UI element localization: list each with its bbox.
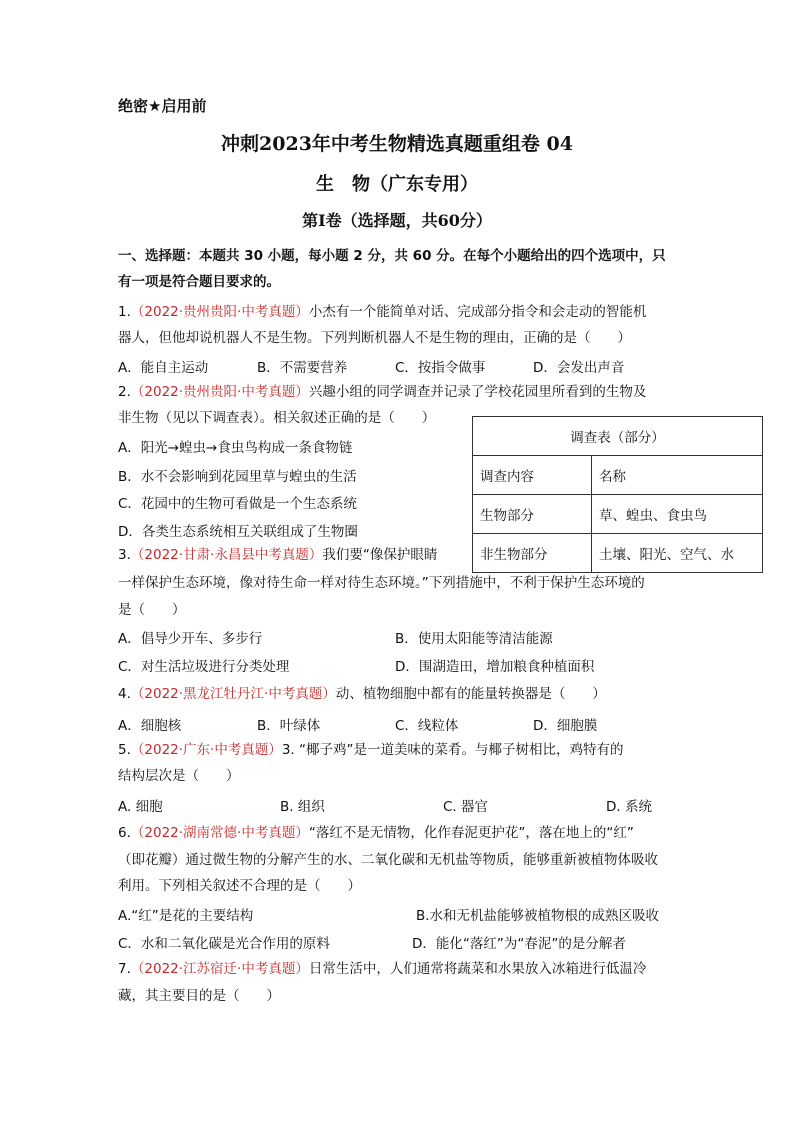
question-number: 1.: [118, 304, 131, 320]
exam-subtitle: 生 物（广东专用）: [316, 174, 478, 195]
question-1-line-2: 器人，但他却说机器人不是生物。下列判断机器人不是生物的理由，正确的是（ ）: [118, 330, 631, 346]
survey-table: [472, 416, 763, 573]
question-7-line-2: 藏，其主要目的是（ ）: [118, 988, 280, 1004]
secret-label: 绝密★启用前: [118, 97, 207, 115]
question-6-option-d: D．能化“落红”为“春泥”的是分解者: [412, 936, 626, 952]
table-cell: 草、蝗虫、食虫鸟: [592, 495, 763, 534]
question-3-option-c: C．对生活垃圾进行分类处理: [118, 659, 290, 675]
question-7-line-1: [118, 959, 646, 979]
question-stem: 我们要“像保护眼睛: [322, 547, 438, 563]
question-source: （2022·贵州贵阳·中考真题）: [130, 384, 309, 400]
instructions-line-1: 一、选择题：本题共 30 小题，每小题 2 分，共 60 分。在每个小题给出的四个选项中，只: [118, 248, 666, 264]
question-source: （2022·甘肃·永昌县中考真题）: [130, 547, 323, 563]
question-1-option-a: A．能自主运动: [118, 360, 209, 376]
question-4-option-a: A．细胞核: [118, 718, 182, 734]
table-row: [473, 456, 763, 495]
question-2-option-d: D．各类生态系统相互关联组成了生物圈: [118, 524, 358, 540]
question-number: 4.: [118, 686, 131, 702]
question-1-line-1: [118, 302, 646, 322]
question-3-line-2: 一样保护生态环境，像对待生命一样对待生态环境。”下列措施中，不利于保护生态环境的: [118, 575, 645, 591]
question-source: （2022·江苏宿迁·中考真题）: [130, 961, 309, 977]
question-2-line-2: 非生物（见以下调查表）。相关叙述正确的是（ ）: [118, 410, 436, 426]
question-number: 3.: [118, 547, 131, 563]
table-cell: 名称: [592, 456, 763, 495]
question-6-line-2: （即花瓣）通过微生物的分解产生的水、二氧化碳和无机盐等物质，能够重新被植物体吸收: [118, 852, 658, 868]
question-4-option-b: B．叶绿体: [257, 718, 321, 734]
question-source: （2022·黑龙江牡丹江·中考真题）: [130, 686, 336, 702]
table-cell: 土壤、阳光、空气、水: [592, 534, 763, 573]
question-1-option-c: C．按指令做事: [395, 360, 486, 376]
question-number: 5.: [118, 742, 131, 758]
question-source: （2022·贵州贵阳·中考真题）: [130, 304, 309, 320]
question-stem: “落红不是无情物，化作春泥更护花”，落在地上的“红”: [308, 825, 634, 841]
question-stem: 兴趣小组的同学调查并记录了学校花园里所看到的生物及: [308, 384, 647, 400]
question-3-line-1: [118, 545, 437, 565]
question-stem: 日常生活中，人们通常将蔬菜和水果放入冰箱进行低温冷: [308, 961, 647, 977]
question-6-option-b: B.水和无机盐能够被植物根的成熟区吸收: [416, 908, 660, 924]
question-5-line-2: 结构层次是（ ）: [118, 768, 240, 784]
question-6-option-a: A.“红”是花的主要结构: [118, 908, 254, 924]
table-cell: 非生物部分: [473, 534, 592, 573]
table-row: [473, 417, 763, 456]
question-6-option-c: C．水和二氧化碳是光合作用的原料: [118, 936, 330, 952]
question-3-line-3: 是（ ）: [118, 602, 186, 618]
question-4-line-1: [118, 684, 606, 704]
question-3-option-a: A．倡导少开车、多步行: [118, 631, 263, 647]
survey-table-title: 调查表（部分）: [473, 417, 763, 456]
question-stem: 小杰有一个能简单对话、完成部分指令和会走动的智能机: [308, 304, 647, 320]
question-2-option-a: A．阳光→蝗虫→食虫鸟构成一条食物链: [118, 440, 353, 456]
volume-title: 第Ⅰ卷（选择题，共60分）: [302, 211, 492, 230]
question-1-option-d: D．会发出声音: [533, 360, 625, 376]
question-source: （2022·广东·中考真题）: [130, 742, 282, 758]
question-source: （2022·湖南常德·中考真题）: [130, 825, 309, 841]
question-5-option-b: B. 组织: [280, 799, 325, 815]
question-6-line-3: 利用。下列相关叙述不合理的是（ ）: [118, 878, 361, 894]
question-1-option-b: B．不需要营养: [257, 360, 348, 376]
question-6-line-1: [118, 823, 634, 843]
question-number: 6.: [118, 825, 131, 841]
question-stem: 3. “椰子鸡”是一道美味的菜肴。与椰子树相比，鸡特有的: [281, 742, 624, 758]
question-4-option-d: D．细胞膜: [533, 718, 598, 734]
question-number: 7.: [118, 961, 131, 977]
question-2-option-b: B．水不会影响到花园里草与蝗虫的生活: [118, 469, 357, 485]
question-5-option-d: D. 系统: [606, 799, 652, 815]
question-3-option-d: D．围湖造田，增加粮食种植面积: [395, 659, 595, 675]
question-5-option-c: C. 器官: [443, 799, 489, 815]
table-cell: 调查内容: [473, 456, 592, 495]
question-number: 2.: [118, 384, 131, 400]
question-5-line-1: [118, 740, 624, 760]
instructions-line-2: 有一项是符合题目要求的。: [118, 274, 280, 290]
question-stem: 动、植物细胞中都有的能量转换器是（ ）: [335, 686, 606, 702]
question-5-option-a: A. 细胞: [118, 799, 163, 815]
question-3-option-b: B．使用太阳能等清洁能源: [395, 631, 553, 647]
question-4-option-c: C．线粒体: [395, 718, 459, 734]
table-cell: 生物部分: [473, 495, 592, 534]
exam-title: 冲刺2023年中考生物精选真题重组卷 04: [221, 133, 573, 155]
question-2-option-c: C．花园中的生物可看做是一个生态系统: [118, 496, 357, 512]
question-2-line-1: [118, 382, 646, 402]
table-row: [473, 495, 763, 534]
table-row: [473, 534, 763, 573]
